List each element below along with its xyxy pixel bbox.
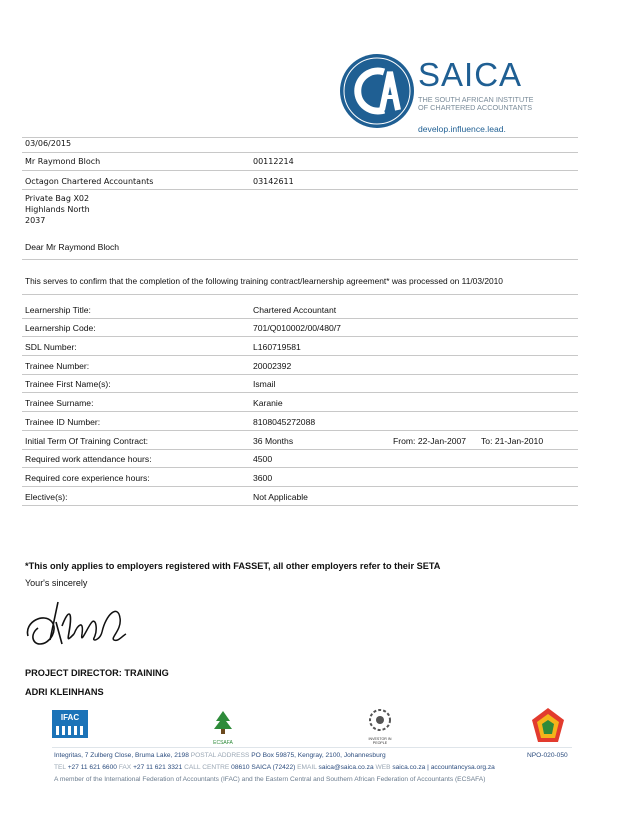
- fasset-note: *This only applies to employers registered with FASSET, all other employers refer to their SETA: [25, 561, 441, 571]
- detail-value: 4500: [253, 454, 273, 464]
- sign-off: Your's sincerely: [25, 578, 88, 588]
- footer-call: 08610 SAICA (72422): [231, 764, 296, 771]
- footer-tel-label: TEL: [54, 764, 66, 771]
- ecsafa-logo-text: ECSAFA: [213, 740, 233, 746]
- footer-web-label: WEB: [375, 764, 391, 771]
- recipient-name: Mr Raymond Bloch: [25, 157, 101, 166]
- footer-npo: NPO-020-050: [527, 752, 568, 759]
- salutation: Dear Mr Raymond Bloch: [25, 242, 120, 252]
- detail-label: Learnership Code:: [25, 323, 96, 333]
- detail-value: 3600: [253, 473, 273, 483]
- detail-label: Required work attendance hours:: [25, 454, 152, 464]
- firm-number: 03142611: [253, 177, 294, 186]
- address-line2: Highlands North: [25, 205, 90, 214]
- intro-paragraph: This serves to confirm that the completion of the following training contract/learnership agreement* was processed on 11/03/2010: [25, 276, 503, 286]
- logo-wordmark: SAICA: [418, 56, 523, 93]
- ecsafa-logo: [208, 709, 238, 746]
- detail-label: Required core experience hours:: [25, 473, 150, 483]
- address-line3: 2037: [25, 216, 46, 225]
- iip-logo-text: INVESTOR IN PEOPLE: [368, 737, 392, 745]
- footer-web[interactable]: saica.co.za | accountancysa.org.za: [392, 764, 495, 771]
- detail-value: L160719581: [253, 342, 301, 352]
- saica-logo: [338, 48, 578, 140]
- recipient-number: 00112214: [253, 157, 294, 166]
- footer-fax-label: FAX: [118, 764, 132, 771]
- address-line1: Private Bag X02: [25, 194, 90, 203]
- detail-value: 36 Months: [253, 436, 294, 446]
- contract-to-date: To: 21-Jan-2010: [481, 436, 544, 446]
- ifac-logo: [52, 710, 88, 738]
- ca-logo-icon: [338, 52, 416, 130]
- laurel-icon: [362, 708, 398, 732]
- detail-value: 701/Q010002/00/480/7: [253, 323, 341, 333]
- footer-line2: [54, 764, 495, 771]
- detail-label: SDL Number:: [25, 342, 77, 352]
- footer-line1: [54, 752, 386, 759]
- detail-label: Trainee Surname:: [25, 398, 94, 408]
- signatory-title: PROJECT DIRECTOR: TRAINING: [25, 668, 169, 678]
- recipient-address: [25, 193, 90, 226]
- ecsafa-tree-icon: [208, 709, 238, 735]
- ifac-logo-text: IFAC: [60, 713, 80, 722]
- footer-tel: +27 11 621 6600: [67, 764, 117, 771]
- logo-subtitle: [418, 96, 578, 112]
- logo-tagline: develop.influence.lead.: [418, 124, 506, 134]
- firm-name: Octagon Chartered Accountants: [25, 177, 154, 186]
- detail-label: Trainee ID Number:: [25, 417, 101, 427]
- detail-value: 20002392: [253, 361, 292, 371]
- detail-value: Karanie: [253, 398, 283, 408]
- signatory-name: ADRI KLEINHANS: [25, 687, 104, 697]
- footer-email-label: EMAIL: [297, 764, 317, 771]
- logo-subtitle-line2: OF CHARTERED ACCOUNTANTS: [418, 103, 533, 112]
- bbbee-badge-icon: [528, 706, 568, 746]
- detail-value: 8108045272088: [253, 417, 316, 427]
- detail-value: Not Applicable: [253, 492, 308, 502]
- footer-call-label: CALL CENTRE: [184, 764, 230, 771]
- footer-email[interactable]: saica@saica.co.za: [318, 764, 374, 771]
- detail-value: Chartered Accountant: [253, 305, 337, 315]
- detail-label: Initial Term Of Training Contract:: [25, 436, 149, 446]
- footer-postal-label: POSTAL ADDRESS: [190, 752, 250, 759]
- detail-label: Elective(s):: [25, 492, 68, 502]
- investor-in-people-logo: [362, 708, 398, 745]
- signature-image: [22, 596, 132, 654]
- contract-from-date: From: 22-Jan-2007: [393, 436, 467, 446]
- logo-subtitle-line1: THE SOUTH AFRICAN INSTITUTE: [418, 95, 534, 104]
- letter-date: 03/06/2015: [25, 139, 72, 148]
- footer-postal: PO Box 59875, Kengray, 2100, Johannesburg: [251, 752, 386, 759]
- detail-value: Ismail: [253, 379, 276, 389]
- detail-label: Learnership Title:: [25, 305, 91, 315]
- ifac-columns-icon: [52, 724, 88, 736]
- detail-label: Trainee Number:: [25, 361, 90, 371]
- footer-fax: +27 11 621 3321: [133, 764, 183, 771]
- footer-address: Integritas, 7 Zulberg Close, Bruma Lake, 2198: [54, 752, 189, 759]
- footer-membership: A member of the International Federation of Accountants (IFAC) and the Eastern Central and Southern African Federation of Accountants (ECSAFA): [54, 776, 486, 783]
- detail-label: Trainee First Name(s):: [25, 379, 111, 389]
